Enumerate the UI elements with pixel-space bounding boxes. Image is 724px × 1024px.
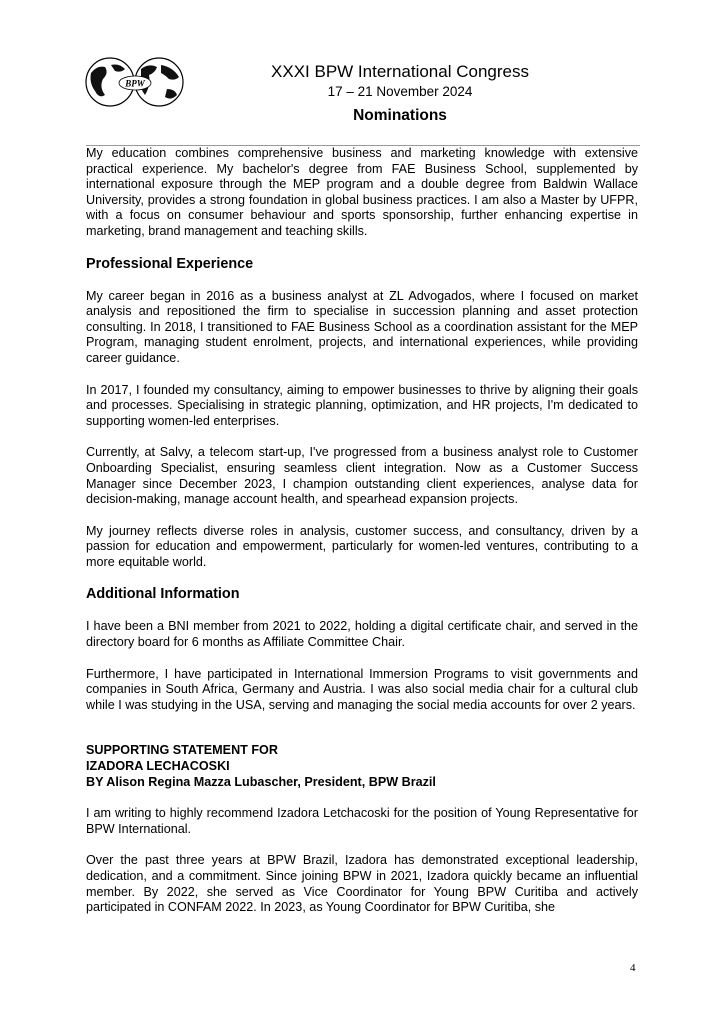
svg-text:BPW: BPW xyxy=(125,78,145,89)
page-number: 4 xyxy=(630,962,636,974)
supporting-statement-nominee: IZADORA LECHACOSKI xyxy=(86,759,230,774)
education-paragraph: My education combines comprehensive business and marketing knowledge with extensive practical experience. My bachelor's degree from FAE Business School, supplemented by international exposure through the MEP program and a double degree from Baldwin Wallace University, provides a strong foundation in global business practices. I am also a Master by UFPR, with a focus on consumer behaviour and sports sponsorship, further enhancing expertise in marketing, brand management and teaching skills. xyxy=(86,146,638,238)
professional-paragraph-4: My journey reflects diverse roles in analysis, customer success, and consultancy, driven by a passion for education and empowerment, particularly for women-led ventures, contributing to a more equitable world. xyxy=(86,523,638,569)
supporting-statement-title: SUPPORTING STATEMENT FOR xyxy=(86,743,278,758)
congress-title: XXXI BPW International Congress xyxy=(271,62,529,81)
support-paragraph-1: I am writing to highly recommend Izadora Letchacoski for the position of Young Representative for BPW International. xyxy=(86,806,638,836)
professional-paragraph-3: Currently, at Salvy, a telecom start-up, I've progressed from a business analyst role to Customer Onboarding Specialist, ensuring seamless client integration. Now as a Customer Success Manager since December 2023, I champion outstanding client experiences, analyse data for decision-making, manage account health, and spearhead expansion projects. xyxy=(86,445,638,507)
supporting-statement-author: BY Alison Regina Mazza Lubascher, President, BPW Brazil xyxy=(86,774,436,789)
section-heading-nominations: Nominations xyxy=(353,107,447,124)
additional-paragraph-2: Furthermore, I have participated in International Immersion Programs to visit governments and companies in South Africa, Germany and Austria. I was also social media chair for a cultural club while I was studying in the USA, serving and managing the social media accounts for over 2 years. xyxy=(86,666,638,712)
additional-information-heading: Additional Information xyxy=(86,586,240,603)
additional-paragraph-1: I have been a BNI member from 2021 to 2022, holding a digital certificate chair, and served in the directory board for 6 months as Affiliate Committee Chair. xyxy=(86,619,638,650)
professional-experience-heading: Professional Experience xyxy=(86,255,254,272)
support-paragraph-2: Over the past three years at BPW Brazil, Izadora has demonstrated exceptional leadership, dedication, and a commitment. Since joining BPW in 2021, Izadora quickly became an influential member. By 2022, she served as Vice Coordinator for Young BPW Curitiba and actively participated in CONFAM 2022. In 2023, as Young Coordinator for BPW Curitiba, she xyxy=(86,853,638,915)
document-body xyxy=(86,146,638,916)
congress-date: 17 – 21 November 2024 xyxy=(327,84,473,99)
professional-paragraph-1: My career began in 2016 as a business analyst at ZL Advogados, where I focused on market analysis and repositioned the firm to specialise in succession planning and asset protection consulting. In 2018, I transitioned to FAE Business School as a coordination assistant for the MEP Program, managing student enrolment, projects, and international experiences, while providing career guidance. xyxy=(86,288,638,365)
professional-paragraph-2: In 2017, I founded my consultancy, aiming to empower businesses to thrive by aligning their goals and processes. Specialising in strategic planning, optimization, and HR projects, I'm dedicated to supporting women-led enterprises. xyxy=(86,382,638,428)
